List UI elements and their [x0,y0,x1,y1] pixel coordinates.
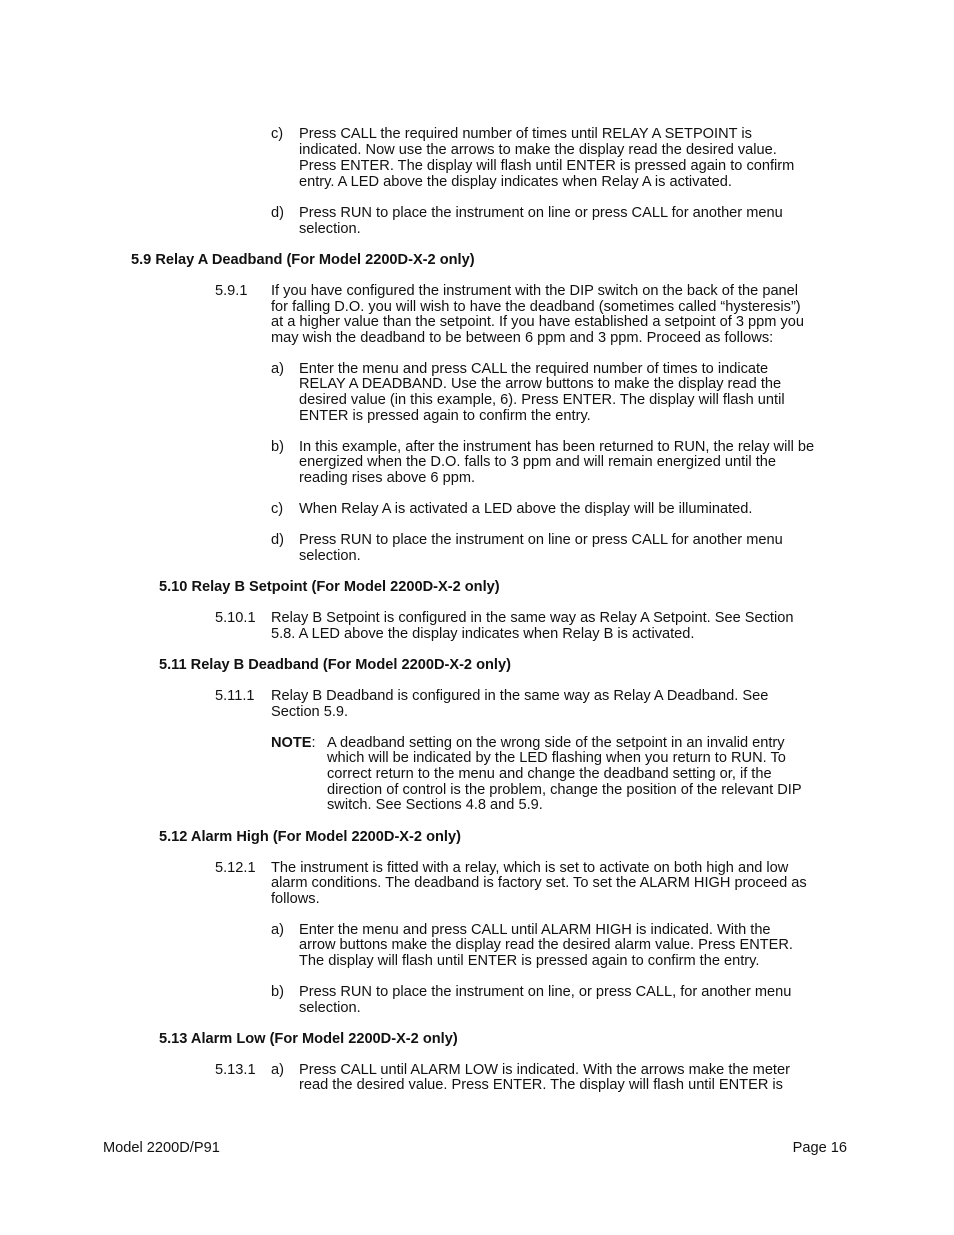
text-line: The instrument is fitted with a relay, which is set to activate on both high and low [271,860,789,876]
text-line: Press RUN to place the instrument on line or press CALL for another menu [299,532,783,548]
text-line: ENTER is pressed again to confirm the entry. [299,408,591,424]
text-line: entry. A LED above the display indicates when Relay A is activated. [299,174,732,190]
text-line: desired value (in this example, 6). Press ENTER. The display will flash until [299,392,785,408]
text-line: Enter the menu and press CALL until ALARM HIGH is indicated. With the [299,922,771,938]
list-marker: c) [271,501,284,517]
text-line: correct return to the menu and change the deadband setting or, if the [327,766,772,782]
text-line: Relay B Deadband is configured in the same way as Relay A Deadband. See [271,688,769,704]
text-line: In this example, after the instrument has been returned to RUN, the relay will be [299,439,815,455]
text-line: Press CALL until ALARM LOW is indicated. With the arrows make the meter [299,1062,790,1078]
text-line: reading rises above 6 ppm. [299,470,476,486]
text-line: If you have configured the instrument with the DIP switch on the back of the panel [271,283,799,299]
text-line: may wish the deadband to be between 6 ppm and 3 ppm. Proceed as follows: [271,330,774,346]
text-line: arrow buttons make the display read the desired alarm value. Press ENTER. [299,937,793,953]
text-line: 5.8. A LED above the display indicates when Relay B is activated. [271,626,695,642]
text-line: at a higher value than the setpoint. If you have established a setpoint of 3 ppm you [271,314,805,330]
text-line: Relay B Setpoint is configured in the same way as Relay A Setpoint. See Section [271,610,794,626]
text-line: Press RUN to place the instrument on line or press CALL for another menu [299,205,783,221]
paragraph-number: 5.13.1 [215,1062,256,1078]
note-label [271,735,316,751]
footer-model: Model 2200D/P91 [103,1140,220,1156]
text-line: direction of control is the problem, change the position of the relevant DIP [327,782,802,798]
list-marker: d) [271,205,284,221]
text-line: switch. See Sections 4.8 and 5.9. [327,797,543,813]
text-line: Press ENTER. The display will flash until ENTER is pressed again to confirm [299,158,795,174]
footer-page-number: Page 16 [792,1140,847,1156]
text-line: Press RUN to place the instrument on line, or press CALL, for another menu [299,984,792,1000]
text-line: The display will flash until ENTER is pressed again to confirm the entry. [299,953,760,969]
section-heading-5-13: 5.13 Alarm Low (For Model 2200D-X-2 only) [159,1031,458,1047]
text-line: selection. [299,221,361,237]
paragraph-number: 5.10.1 [215,610,256,626]
text-line: alarm conditions. The deadband is factory set. To set the ALARM HIGH proceed as [271,875,807,891]
list-marker: a) [271,1062,284,1078]
note-colon: : [311,735,316,751]
text-line: which will be indicated by the LED flashing when you return to RUN. To [327,750,786,766]
text-line: RELAY A DEADBAND. Use the arrow buttons to make the display read the [299,376,782,392]
paragraph-number: 5.9.1 [215,283,248,299]
list-marker: d) [271,532,284,548]
text-line: Enter the menu and press CALL the required number of times to indicate [299,361,769,377]
list-marker: a) [271,361,284,377]
section-heading-5-10: 5.10 Relay B Setpoint (For Model 2200D-X-2 only) [159,579,500,595]
paragraph-number: 5.12.1 [215,860,256,876]
paragraph-number: 5.11.1 [215,688,255,704]
note-label-text: NOTE [271,735,312,751]
text-line: selection. [299,548,361,564]
text-line: Press CALL the required number of times until RELAY A SETPOINT is [299,126,752,142]
text-line: When Relay A is activated a LED above the display will be illuminated. [299,501,753,517]
text-line: read the desired value. Press ENTER. The display will flash until ENTER is [299,1077,783,1093]
text-line: selection. [299,1000,361,1016]
section-heading-5-12: 5.12 Alarm High (For Model 2200D-X-2 only) [159,829,461,845]
text-line: indicated. Now use the arrows to make the display read the desired value. [299,142,777,158]
list-marker: b) [271,984,284,1000]
list-marker: c) [271,126,284,142]
section-heading-5-11: 5.11 Relay B Deadband (For Model 2200D-X-2 only) [159,657,511,673]
text-line: for falling D.O. you will wish to have the deadband (sometimes called “hysteresis”) [271,299,801,315]
text-line: Section 5.9. [271,704,349,720]
text-line: follows. [271,891,320,907]
text-line: A deadband setting on the wrong side of the setpoint in an invalid entry [327,735,785,751]
list-marker: b) [271,439,284,455]
text-line: energized when the D.O. falls to 3 ppm and will remain energized until the [299,454,776,470]
section-heading-5-9: 5.9 Relay A Deadband (For Model 2200D-X-2 only) [131,252,475,268]
list-marker: a) [271,922,284,938]
